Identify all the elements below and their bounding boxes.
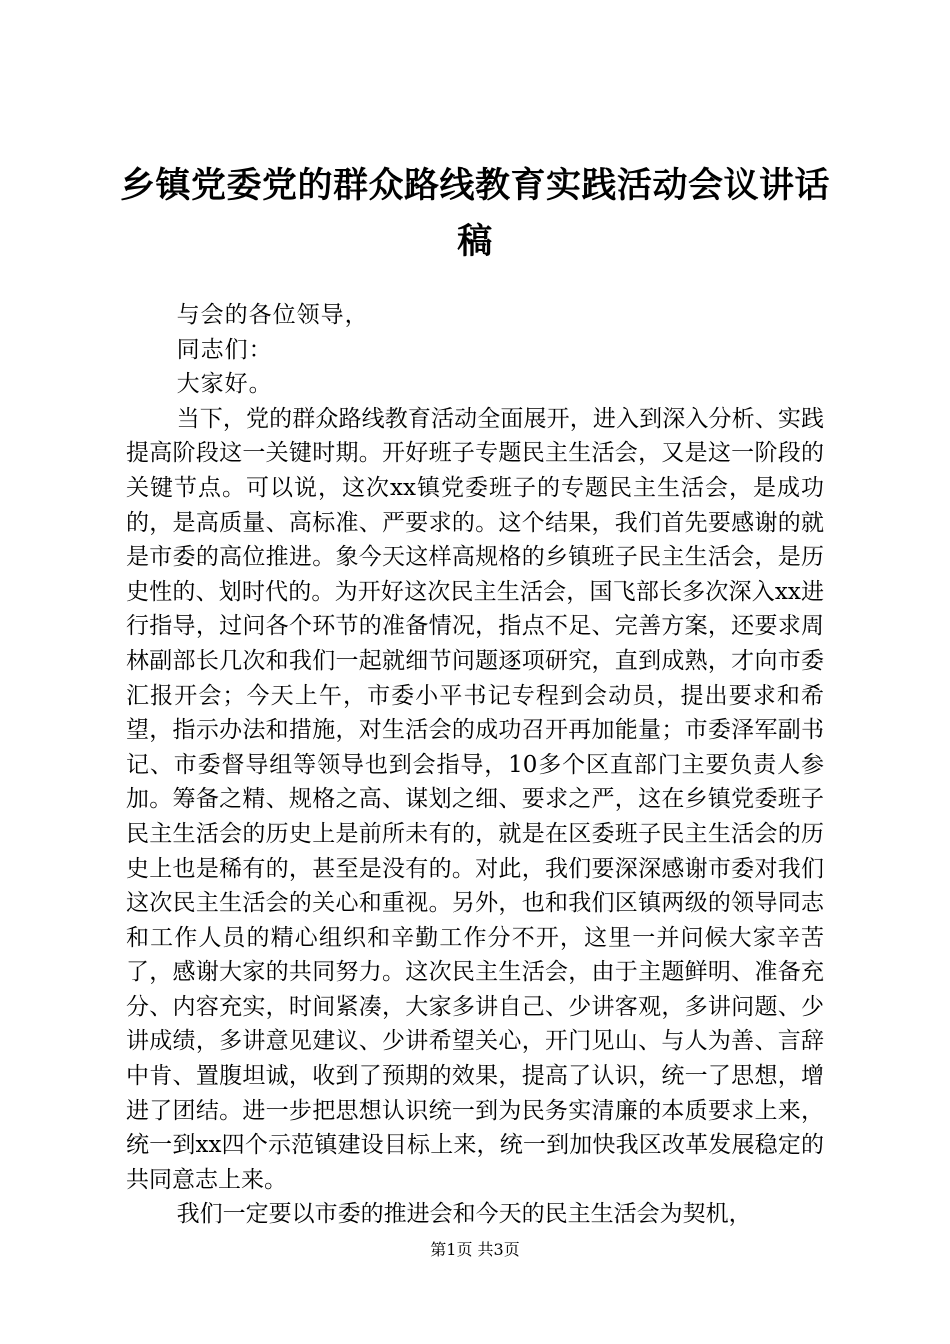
document-body — [126, 298, 824, 1232]
salutation-leaders: 与会的各位领导， — [176, 302, 369, 328]
document-title: 乡镇党委党的群众路线教育实践活动会议讲话稿 — [119, 165, 830, 262]
body-paragraph-main: 当下，党的群众路线教育活动全面展开，进入到深入分析、实践提高阶段这一关键时期。开好班子专题民主生活会，又是这一阶段的关键节点。可以说，这次xx镇党委班子的专题民主生活会，是成功的，是高质量、高标准、严要求的。这个结果，我们首先要感谢的就是市委的高位推进。象今天这样高规格的乡镇班子民主生活会，是历史性的、划时代的。为开好这次民主生活会，国飞部长多次深入xx进行指导，过问各个环节的准备情况，指点不足、完善方案，还要求周林副部长几次和我们一起就细节问题逐项研究，直到成熟，才向市委汇报开会；今天上午，市委小平书记专程到会动员，提出要求和希望，指示办法和措施，对生活会的成功召开再加能量；市委泽军副书记、市委督导组等领导也到会指导，10多个区直部门主要负责人参加。筹备之精、规格之高、谋划之细、要求之严，这在乡镇党委班子民主生活会的历史上是前所未有的，就是在区委班子民主生活会的历史上也是稀有的，甚至是没有的。对此，我们要深深感谢市委对我们这次民主生活会的关心和重视。另外，也和我们区镇两级的领导同志和工作人员的精心组织和辛勤工作分不开，这里一并问候大家辛苦了，感谢大家的共同努力。这次民主生活会，由于主题鲜明、准备充分、内容充实，时间紧凑，大家多讲自己、少讲客观，多讲问题、少讲成绩，多讲意见建议、少讲希望关心，开门见山、与人为善、言辞中肯、置腹坦诚，收到了预期的效果，提高了认识，统一了思想，增进了团结。进一步把思想认识统一到为民务实清廉的本质要求上来，统一到xx四个示范镇建设目标上来，统一到加快我区改革发展稳定的共同意志上来。 — [126, 405, 824, 1193]
page-number-footer: 第1页 共3页 — [430, 1240, 520, 1259]
salutation-comrades: 同志们： — [176, 336, 273, 363]
body-paragraph-continued: 我们一定要以市委的推进会和今天的民主生活会为契机， — [176, 1201, 752, 1228]
salutation-greeting: 大家好。 — [176, 371, 273, 398]
